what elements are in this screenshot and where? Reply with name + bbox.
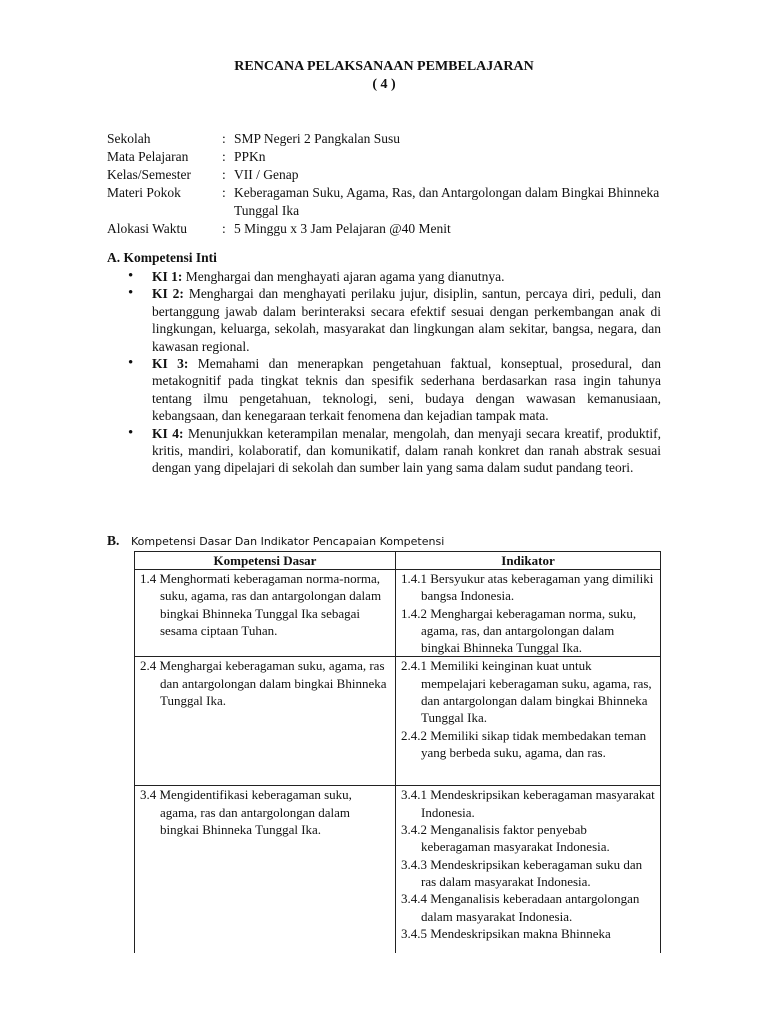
- ki-text: Menunjukkan keterampilan menalar, mengolah, dan menyaji secara kreatif, produktif, kritis, mandiri, kolaboratif, dan komunikatif, dalam ranah konkret dan ranah abstrak sesuai dengan yang dipelajari di sekolah dan sumber lain yang sama dalam sudut pandang teori.: [152, 425, 662, 476]
- kd-text: 3.4 Mengidentifikasi keberagaman suku, agama, ras dan antargolongan dalam bingkai Bhinneka Tunggal Ika.: [140, 787, 352, 838]
- indicator-item: 3.4.1 Mendeskripsikan keberagaman masyarakat Indonesia.: [401, 787, 655, 820]
- kd-text: 1.4 Menghormati keberagaman norma-norma, suku, agama, ras dan antargolongan dalam bingkai Bhinneka Tunggal Ika sebagai sesama ciptaan Tuhan.: [140, 571, 382, 638]
- section-b-letter: B.: [107, 533, 120, 548]
- column-header: Kompetensi Dasar: [135, 552, 396, 570]
- identity-value: 5 Minggu x 3 Jam Pelajaran @40 Menit: [234, 221, 451, 236]
- indicator-item: 3.4.2 Menganalisis faktor penyebab keberagaman masyarakat Indonesia.: [401, 822, 610, 855]
- kd-cell: [135, 786, 396, 962]
- identity-label: Alokasi Waktu: [107, 221, 188, 236]
- identity-row: [107, 166, 667, 184]
- identity-colon: :: [222, 149, 226, 164]
- indicator-item: 2.4.1 Memiliki keinginan kuat untuk mempelajari keberagaman suku, agama, ras, dan antargolongan dalam bingkai Bhinneka Tunggal Ika.: [401, 658, 652, 726]
- indicator-item: 1.4.2 Menghargai keberagaman norma, suku, agama, ras, dan antargolongan dalam bingkai Bhinneka Tunggal Ika.: [401, 605, 637, 656]
- section-b-title: Kompetensi Dasar Dan Indikator Pencapaian Kompetensi: [131, 534, 445, 548]
- indicator-item: 2.4.2 Memiliki sikap tidak membedakan teman yang berbeda suku, agama, dan ras.: [401, 727, 647, 760]
- table-header-row: [135, 552, 661, 570]
- section-b-heading: [107, 533, 444, 549]
- ki-code: KI 4:: [152, 425, 184, 441]
- identity-colon: :: [222, 131, 226, 146]
- kd-text: 2.4 Menghargai keberagaman suku, agama, ras dan antargolongan dalam bingkai Bhinneka Tunggal Ika.: [140, 658, 387, 709]
- section-a-heading: A. Kompetensi Inti: [107, 250, 217, 265]
- identity-label: Kelas/Semester: [107, 167, 191, 182]
- indicator-cell: [396, 657, 661, 786]
- ki-text: Memahami dan menerapkan pengetahuan faktual, konseptual, prosedural, dan metakognitif pada tingkat teknis dan spesifik sederhana berdasarkan rasa ingin tahunya tentang ilmu pengetahuan, teknologi, seni, budaya dengan wawasan kemanusiaan, kebangsaan, dan kenegaraan terkait fenomena dan kejadian tampak mata.: [152, 356, 662, 424]
- list-item: [126, 425, 661, 477]
- page-bottom-margin: [0, 953, 768, 1024]
- list-item: [126, 285, 661, 355]
- table-row: [135, 657, 661, 786]
- identity-value: Keberagaman Suku, Agama, Ras, dan Antargolongan dalam Bingkai Bhinneka Tunggal Ika: [234, 185, 660, 218]
- identity-label: Mata Pelajaran: [107, 149, 189, 164]
- ki-text: Menghargai dan menghayati perilaku jujur, disiplin, santun, percaya diri, peduli, dan bertanggung jawab dalam berinteraksi secara efektif sesuai dengan perkembangan anak di lingkungan, keluarga, sekolah, masyarakat dan lingkungan alam sekitar, bangsa, negara, dan kawasan regional.: [152, 286, 662, 354]
- identity-label: Sekolah: [107, 131, 151, 146]
- identity-row: [107, 130, 667, 148]
- ki-code: KI 3:: [152, 356, 189, 372]
- column-header: Indikator: [396, 552, 661, 570]
- competency-table: [134, 551, 661, 962]
- identity-label: Materi Pokok: [107, 185, 181, 200]
- indicator-cell: [396, 786, 661, 962]
- kd-cell: [135, 570, 396, 657]
- identity-value: SMP Negeri 2 Pangkalan Susu: [234, 131, 400, 146]
- indicator-item: 1.4.1 Bersyukur atas keberagaman yang dimiliki bangsa Indonesia.: [401, 571, 654, 604]
- list-item: [126, 355, 661, 425]
- identity-colon: :: [222, 167, 226, 182]
- identity-row: [107, 184, 667, 220]
- ki-text: Menghargai dan menghayati ajaran agama yang dianutnya.: [185, 269, 505, 284]
- identity-row: [107, 220, 667, 238]
- identity-value: VII / Genap: [234, 167, 299, 182]
- indicator-item: 3.4.5 Mendeskripsikan makna Bhinneka: [401, 925, 611, 941]
- kompetensi-inti-list: [126, 268, 661, 477]
- identity-row: [107, 148, 667, 166]
- indicator-item: 3.4.4 Menganalisis keberadaan antargolongan dalam masyarakat Indonesia.: [401, 891, 640, 924]
- identity-colon: :: [222, 185, 226, 200]
- identity-block: [107, 130, 667, 238]
- ki-code: KI 2:: [152, 286, 184, 302]
- list-item: [126, 268, 661, 285]
- identity-colon: :: [222, 221, 226, 236]
- ki-code: KI 1:: [152, 269, 183, 284]
- indicator-cell: [396, 570, 661, 657]
- table-row: [135, 570, 661, 657]
- table-row: [135, 786, 661, 962]
- document-number: ( 4 ): [372, 77, 396, 92]
- kd-cell: [135, 657, 396, 786]
- identity-value: PPKn: [234, 149, 266, 164]
- document-title: RENCANA PELAKSANAAN PEMBELAJARAN: [234, 59, 534, 74]
- indicator-item: 3.4.3 Mendeskripsikan keberagaman suku dan ras dalam masyarakat Indonesia.: [401, 856, 643, 889]
